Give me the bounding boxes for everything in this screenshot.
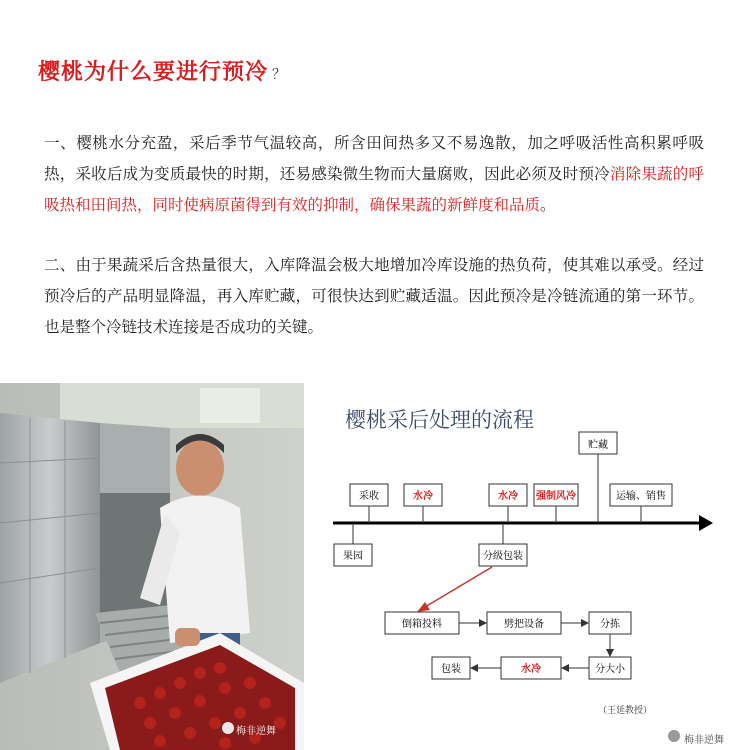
top-step-1 bbox=[350, 484, 388, 523]
row1-box-3-label: 分拣 bbox=[600, 619, 620, 630]
diagram-credit: （王延教授） bbox=[597, 706, 653, 716]
paragraph-1 bbox=[44, 128, 704, 221]
row2-box-1-label: 包装 bbox=[441, 664, 461, 675]
top-step-5 bbox=[610, 484, 672, 523]
paragraph-1-end: 。 bbox=[540, 196, 556, 214]
paragraph-1-text: 一、樱桃水分充盈，采后季节气温较高，所含田间热多又不易逸散，加之呼吸活性高积累呼吸热，采收后成为变质最快的时期，还易感染微生物而大量腐败，因此必须及时预冷 bbox=[44, 134, 704, 183]
page-title: 樱桃为什么要进行预冷 ？ bbox=[38, 60, 288, 85]
paragraph-2: 二、由于果蔬采后含热量很大，入库降温会极大地增加冷库设施的热负荷，使其难以承受。经过预冷后的产品明显降温，再入库贮藏，可很快达到贮藏适温。因此预冷是冷链流通的第一环节。也是整个冷链技术连接是否成功的关键。 bbox=[44, 256, 704, 336]
top-step-5-label: 运输、销售 bbox=[616, 491, 666, 502]
top-step-2-label: 水冷 bbox=[413, 491, 433, 502]
row1-box-2-label: 劈把设备 bbox=[504, 619, 544, 630]
row1-box-1-label: 倒箱投料 bbox=[402, 619, 442, 630]
top-step-3 bbox=[489, 484, 527, 523]
precooling-photo bbox=[0, 383, 304, 750]
title-question-mark: ？ bbox=[272, 67, 288, 83]
top-step-4-label: 强制风冷 bbox=[536, 491, 576, 502]
paragraph-1-highlight: 消除果蔬的呼吸热和田间热，同时使病原菌得到有效的抑制，确保果蔬的新鲜度和品质 bbox=[44, 165, 704, 214]
top-step-1-label: 采收 bbox=[359, 491, 379, 502]
wechat-icon bbox=[222, 722, 234, 734]
row2-box-3-label: 分大小 bbox=[595, 664, 625, 675]
photo-watermark: 梅非逆舞 bbox=[236, 726, 276, 737]
orchard-label: 果园 bbox=[343, 551, 363, 562]
wechat-icon bbox=[668, 730, 680, 742]
top-step-4 bbox=[534, 484, 578, 523]
diagram-title: 樱桃采后处理的流程 bbox=[345, 408, 534, 432]
process-diagram bbox=[317, 383, 750, 750]
top-step-2 bbox=[404, 484, 442, 523]
storage-label: 贮藏 bbox=[588, 440, 608, 451]
grading-label: 分级包装 bbox=[483, 551, 523, 562]
bottom-watermark: 梅非逆舞 bbox=[684, 735, 724, 746]
top-step-3-label: 水冷 bbox=[498, 491, 518, 502]
row2-box-2-label: 水冷 bbox=[521, 664, 541, 675]
